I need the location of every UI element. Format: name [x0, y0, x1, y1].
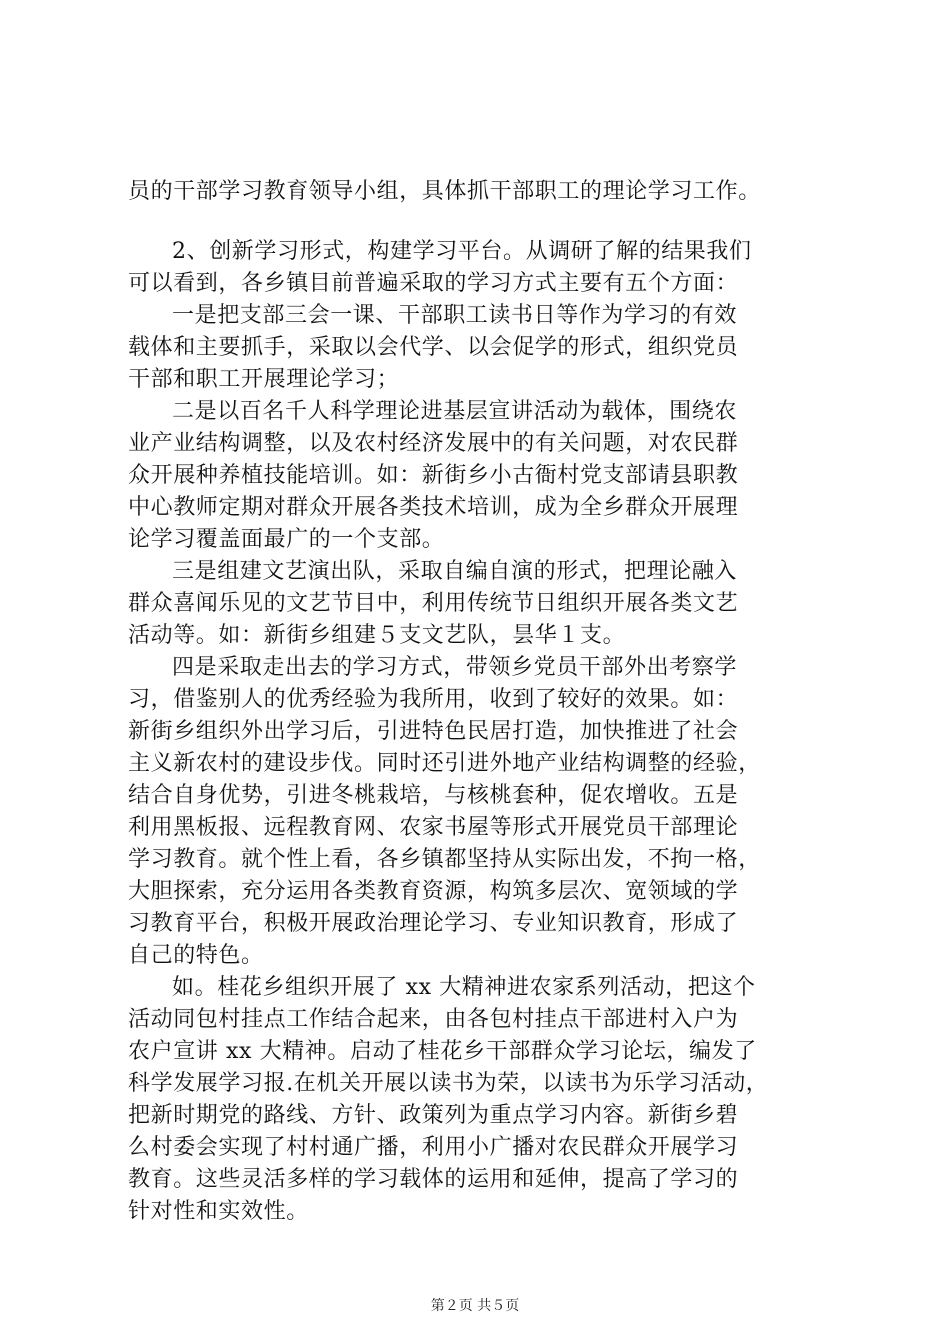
text-line: 活动等。如：新街乡组建５支文艺队，昙华１支。	[128, 623, 626, 648]
text-line: 主义新农村的建设步伐。同时还引进外地产业结构调整的经验，	[128, 751, 761, 776]
text-line: 四是采取走出去的学习方式，带领乡党员干部外出考察学	[172, 655, 738, 680]
text-line: 把新时期党的路线、方针、政策列为重点学习内容。新街乡碧	[128, 1103, 739, 1128]
text-line: 论学习覆盖面最广的一个支部。	[128, 527, 445, 552]
text-line: 三是组建文艺演出队，采取自编自演的形式，把理论融入	[172, 559, 738, 584]
text-line: 农户宣讲 xx 大精神。启动了桂花乡干部群众学习论坛，编发了	[128, 1039, 757, 1064]
text-line: 员的干部学习教育领导小组，具体抓干部职工的理论学习工作。	[128, 179, 761, 204]
text-line: 大胆探索，充分运用各类教育资源，构筑多层次、宽领域的学	[128, 879, 739, 904]
text-line: 么村委会实现了村村通广播，利用小广播对农民群众开展学习	[128, 1135, 739, 1160]
text-line: 众开展种养植技能培训。如：新街乡小古衙村党支部请县职教	[128, 463, 739, 488]
text-line: 可以看到，各乡镇目前普遍采取的学习方式主要有五个方面：	[128, 271, 739, 296]
text-line: 习教育平台，积极开展政治理论学习、专业知识教育，形成了	[128, 911, 739, 936]
text-line: 群众喜闻乐见的文艺节目中，利用传统节日组织开展各类文艺	[128, 591, 739, 616]
text-line: 如。桂花乡组织开展了 xx 大精神进农家系列活动，把这个	[172, 975, 756, 1000]
text-line: 一是把支部三会一课、干部职工读书日等作为学习的有效	[172, 303, 738, 328]
text-line: 学习教育。就个性上看，各乡镇都坚持从实际出发，不拘一格，	[128, 847, 761, 872]
text-line: 结合自身优势，引进冬桃栽培，与核桃套种，促农增收。五是	[128, 783, 739, 808]
text-line: 干部和职工开展理论学习；	[128, 367, 400, 392]
text-line: 习，借鉴别人的优秀经验为我所用，收到了较好的效果。如：	[128, 687, 739, 712]
text-line: 科学发展学习报.在机关开展以读书为荣，以读书为乐学习活动，	[128, 1071, 769, 1096]
text-line: 针对性和实效性。	[128, 1199, 309, 1224]
text-line: 利用黑板报、远程教育网、农家书屋等形式开展党员干部理论	[128, 815, 739, 840]
text-line: 业产业结构调整，以及农村经济发展中的有关问题，对农民群	[128, 431, 739, 456]
text-line: 活动同包村挂点工作结合起来，由各包村挂点干部进村入户为	[128, 1007, 739, 1032]
text-line: 中心教师定期对群众开展各类技术培训，成为全乡群众开展理	[128, 495, 739, 520]
text-line: 载体和主要抓手，采取以会代学、以会促学的形式，组织党员	[128, 335, 739, 360]
text-line: 新街乡组织外出学习后，引进特色民居打造，加快推进了社会	[128, 719, 739, 744]
text-line: 2、创新学习形式，构建学习平台。从调研了解的结果我们	[172, 239, 752, 264]
text-line: 教育。这些灵活多样的学习载体的运用和延伸，提高了学习的	[128, 1167, 739, 1192]
page-number-footer: 第２页 共５页	[430, 1298, 520, 1314]
text-line: 二是以百名千人科学理论进基层宣讲活动为载体，围绕农	[172, 399, 738, 424]
text-line: 自己的特色。	[128, 943, 264, 968]
